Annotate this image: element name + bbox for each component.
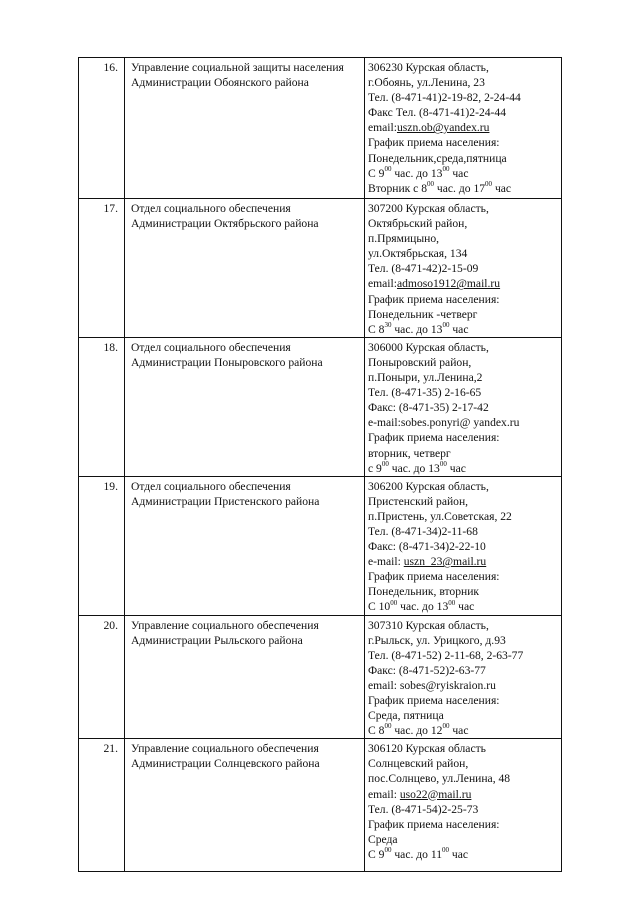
contact-line [368, 817, 558, 832]
contact-line [368, 340, 558, 355]
superscript-minutes: 00 [390, 598, 398, 607]
contact-text: 306000 Курская область, [368, 340, 489, 354]
contact-line [368, 135, 558, 150]
superscript-minutes: 30 [384, 320, 392, 329]
contact-line [368, 554, 558, 569]
contact-details [365, 739, 562, 872]
contact-line [368, 461, 558, 476]
contact-text: Понедельник, вторник [368, 585, 480, 599]
contact-text: п.Пристень, ул.Советская, 22 [368, 509, 512, 523]
contact-line [368, 181, 558, 196]
contact-text: 307310 Курская область, [368, 618, 489, 632]
contact-text: час [492, 181, 512, 195]
contact-text: Тел. (8-471-42)2-15-09 [368, 262, 479, 276]
contact-text: График приема населения: [368, 817, 500, 831]
contact-line [368, 633, 558, 648]
contact-text: График приема населения: [368, 694, 500, 707]
contact-text: час [449, 322, 469, 336]
contact-text: 306200 Курская область, [368, 479, 489, 493]
contact-line [368, 151, 558, 166]
contact-details [365, 476, 562, 615]
email-link[interactable]: uszn.ob@yandex.ru [396, 121, 490, 135]
contact-text: п.Прямицыно, [368, 232, 440, 246]
contact-text: Пристенский район, [368, 494, 469, 508]
contact-text: час. до 11 [391, 847, 443, 861]
contact-line [368, 599, 558, 614]
contact-line [368, 787, 558, 802]
contact-line [368, 663, 558, 678]
superscript-minutes: 00 [442, 164, 450, 173]
superscript-minutes: 00 [442, 722, 450, 731]
contact-line [368, 693, 558, 708]
superscript-minutes: 00 [384, 722, 392, 731]
contact-line [368, 60, 558, 75]
contact-text: ул.Октябрьская, 134 [368, 247, 468, 261]
contact-line [368, 771, 558, 786]
superscript-minutes: 00 [442, 846, 450, 855]
contact-line [368, 524, 558, 539]
contact-text: С 9 [368, 166, 385, 180]
contact-line [368, 75, 558, 90]
superscript-minutes: 00 [384, 164, 392, 173]
contact-text: График приема населения: [368, 570, 500, 584]
contact-line [368, 231, 558, 246]
contact-line [368, 246, 558, 261]
contact-text: С 9 [368, 847, 385, 861]
superscript-minutes: 00 [442, 320, 450, 329]
contact-text: час [449, 724, 469, 738]
contact-text: Тел. (8-471-41)2-19-82, 2-24-44 [368, 91, 521, 105]
contact-text: 307200 Курская область, [368, 202, 489, 215]
contact-text: Вторник с 8 [368, 181, 428, 195]
contact-line [368, 446, 558, 461]
contact-text: час. до 13 [388, 461, 440, 475]
contact-line [368, 832, 558, 847]
contact-text: email: sobes@ryiskraion.ru [368, 678, 496, 692]
organization-name: Управление социальной защиты населения Администрации Обоянского района [125, 58, 365, 199]
contact-line [368, 370, 558, 385]
email-link[interactable]: uszn_23@mail.ru [403, 555, 487, 569]
contact-line [368, 400, 558, 415]
table-row [79, 58, 562, 199]
contact-line [368, 539, 558, 554]
table-row [79, 199, 562, 338]
contact-line [368, 201, 558, 216]
contact-line [368, 276, 558, 291]
table-row [79, 615, 562, 739]
superscript-minutes: 00 [485, 179, 493, 188]
contact-text: e-mail:sobes.ponyri@ yandex.ru [368, 416, 520, 430]
contact-text: час. до 12 [391, 724, 443, 738]
contact-text: Понедельник -четверг [368, 307, 478, 321]
contact-text: 306120 Курская область [368, 742, 486, 756]
organization-name: Отдел социального обеспечения Администрации Октябрьского района [125, 199, 365, 338]
contact-line [368, 847, 558, 862]
table-row [79, 476, 562, 615]
email-link[interactable]: uso22@mail.ru [399, 787, 472, 801]
organization-name: Отдел социального обеспечения Администрации Поныровского района [125, 337, 365, 476]
contact-line [368, 648, 558, 663]
contact-text: Факс: (8-471-35) 2-17-42 [368, 401, 489, 415]
contact-text: Понедельник,среда,пятница [368, 151, 507, 165]
contact-text: Тел. (8-471-52) 2-11-68, 2-63-77 [368, 648, 524, 662]
contact-text: График приема населения: [368, 431, 500, 445]
row-number: 16. [79, 58, 125, 199]
organization-name: Управление социального обеспечения Администрации Солнцевского района [125, 739, 365, 872]
contact-line [368, 708, 558, 723]
contact-text: Факс: (8-471-52)2-63-77 [368, 663, 486, 677]
contact-details [365, 199, 562, 338]
contact-text: e-mail: [368, 555, 404, 569]
contact-text: час. до 17 [434, 181, 486, 195]
contact-text: Поныровский район, [368, 355, 472, 369]
contact-text: час. до 13 [397, 600, 449, 614]
row-number: 19. [79, 476, 125, 615]
contact-line [368, 415, 558, 430]
contact-line [368, 509, 558, 524]
superscript-minutes: 00 [384, 846, 392, 855]
contact-text: Факс Тел. (8-471-41)2-24-44 [368, 106, 506, 120]
contact-line [368, 322, 558, 337]
superscript-minutes: 00 [427, 179, 435, 188]
contact-line [368, 618, 558, 633]
contact-text: п.Поныри, ул.Ленина,2 [368, 371, 483, 385]
contact-text: График приема населения: [368, 136, 500, 150]
contact-text: График приема населения: [368, 292, 500, 306]
table-row [79, 337, 562, 476]
contact-line [368, 494, 558, 509]
contact-text: 306230 Курская область, [368, 61, 489, 74]
superscript-minutes: 00 [381, 459, 389, 468]
superscript-minutes: 00 [448, 598, 456, 607]
contact-line [368, 678, 558, 693]
contact-line [368, 741, 558, 756]
contact-line [368, 385, 558, 400]
contact-line [368, 802, 558, 817]
organization-name: Отдел социального обеспечения Администрации Пристенского района [125, 476, 365, 615]
contact-text: г.Рыльск, ул. Урицкого, д.93 [368, 633, 506, 647]
row-number: 20. [79, 615, 125, 739]
contact-line [368, 723, 558, 738]
contact-text: Тел. (8-471-54)2-25-73 [368, 802, 479, 816]
contact-text: час [449, 847, 469, 861]
contact-text: пос.Солнцево, ул.Ленина, 48 [368, 772, 511, 786]
contact-details [365, 615, 562, 739]
contact-text: Среда, пятница [368, 709, 444, 723]
contact-text: час [449, 166, 469, 180]
contact-line [368, 569, 558, 584]
contact-text: с 9 [368, 461, 382, 475]
contact-text: Среда [368, 832, 398, 846]
contact-line [368, 261, 558, 276]
contact-text: Тел. (8-471-35) 2-16-65 [368, 386, 482, 400]
table-row [79, 739, 562, 872]
contact-text: вторник, четверг [368, 446, 451, 460]
contact-line [368, 216, 558, 231]
contact-line [368, 292, 558, 307]
contact-text: Солнцевский район, [368, 757, 469, 771]
contact-line [368, 430, 558, 445]
contact-line [368, 756, 558, 771]
contact-text: час. до 13 [391, 166, 443, 180]
contact-text: Факс: (8-471-34)2-22-10 [368, 540, 486, 554]
email-link[interactable]: admoso1912@mail.ru [396, 277, 501, 291]
offices-table [78, 57, 562, 872]
contact-details [365, 337, 562, 476]
contact-line [368, 584, 558, 599]
contact-text: С 8 [368, 724, 385, 738]
contact-text: час [446, 461, 466, 475]
contact-text: час [455, 600, 475, 614]
contact-line [368, 307, 558, 322]
contact-details [365, 58, 562, 199]
contact-line [368, 105, 558, 120]
row-number: 17. [79, 199, 125, 338]
contact-text: Октябрьский район, [368, 217, 468, 231]
row-number: 18. [79, 337, 125, 476]
contact-line [368, 166, 558, 181]
organization-name: Управление социального обеспечения Администрации Рыльского района [125, 615, 365, 739]
contact-text: Тел. (8-471-34)2-11-68 [368, 524, 478, 538]
contact-line [368, 355, 558, 370]
contact-text: email: [368, 277, 397, 291]
contact-line [368, 90, 558, 105]
contact-text: С 8 [368, 322, 385, 336]
contact-text: email: [368, 787, 400, 801]
contact-text: час. до 13 [391, 322, 443, 336]
contact-text: г.Обоянь, ул.Ленина, 23 [368, 76, 485, 90]
contact-line [368, 120, 558, 135]
contact-text: email: [368, 121, 397, 135]
contact-line [368, 479, 558, 494]
row-number: 21. [79, 739, 125, 872]
offices-table-body [79, 58, 562, 872]
contact-text: С 10 [368, 600, 391, 614]
superscript-minutes: 00 [439, 459, 447, 468]
